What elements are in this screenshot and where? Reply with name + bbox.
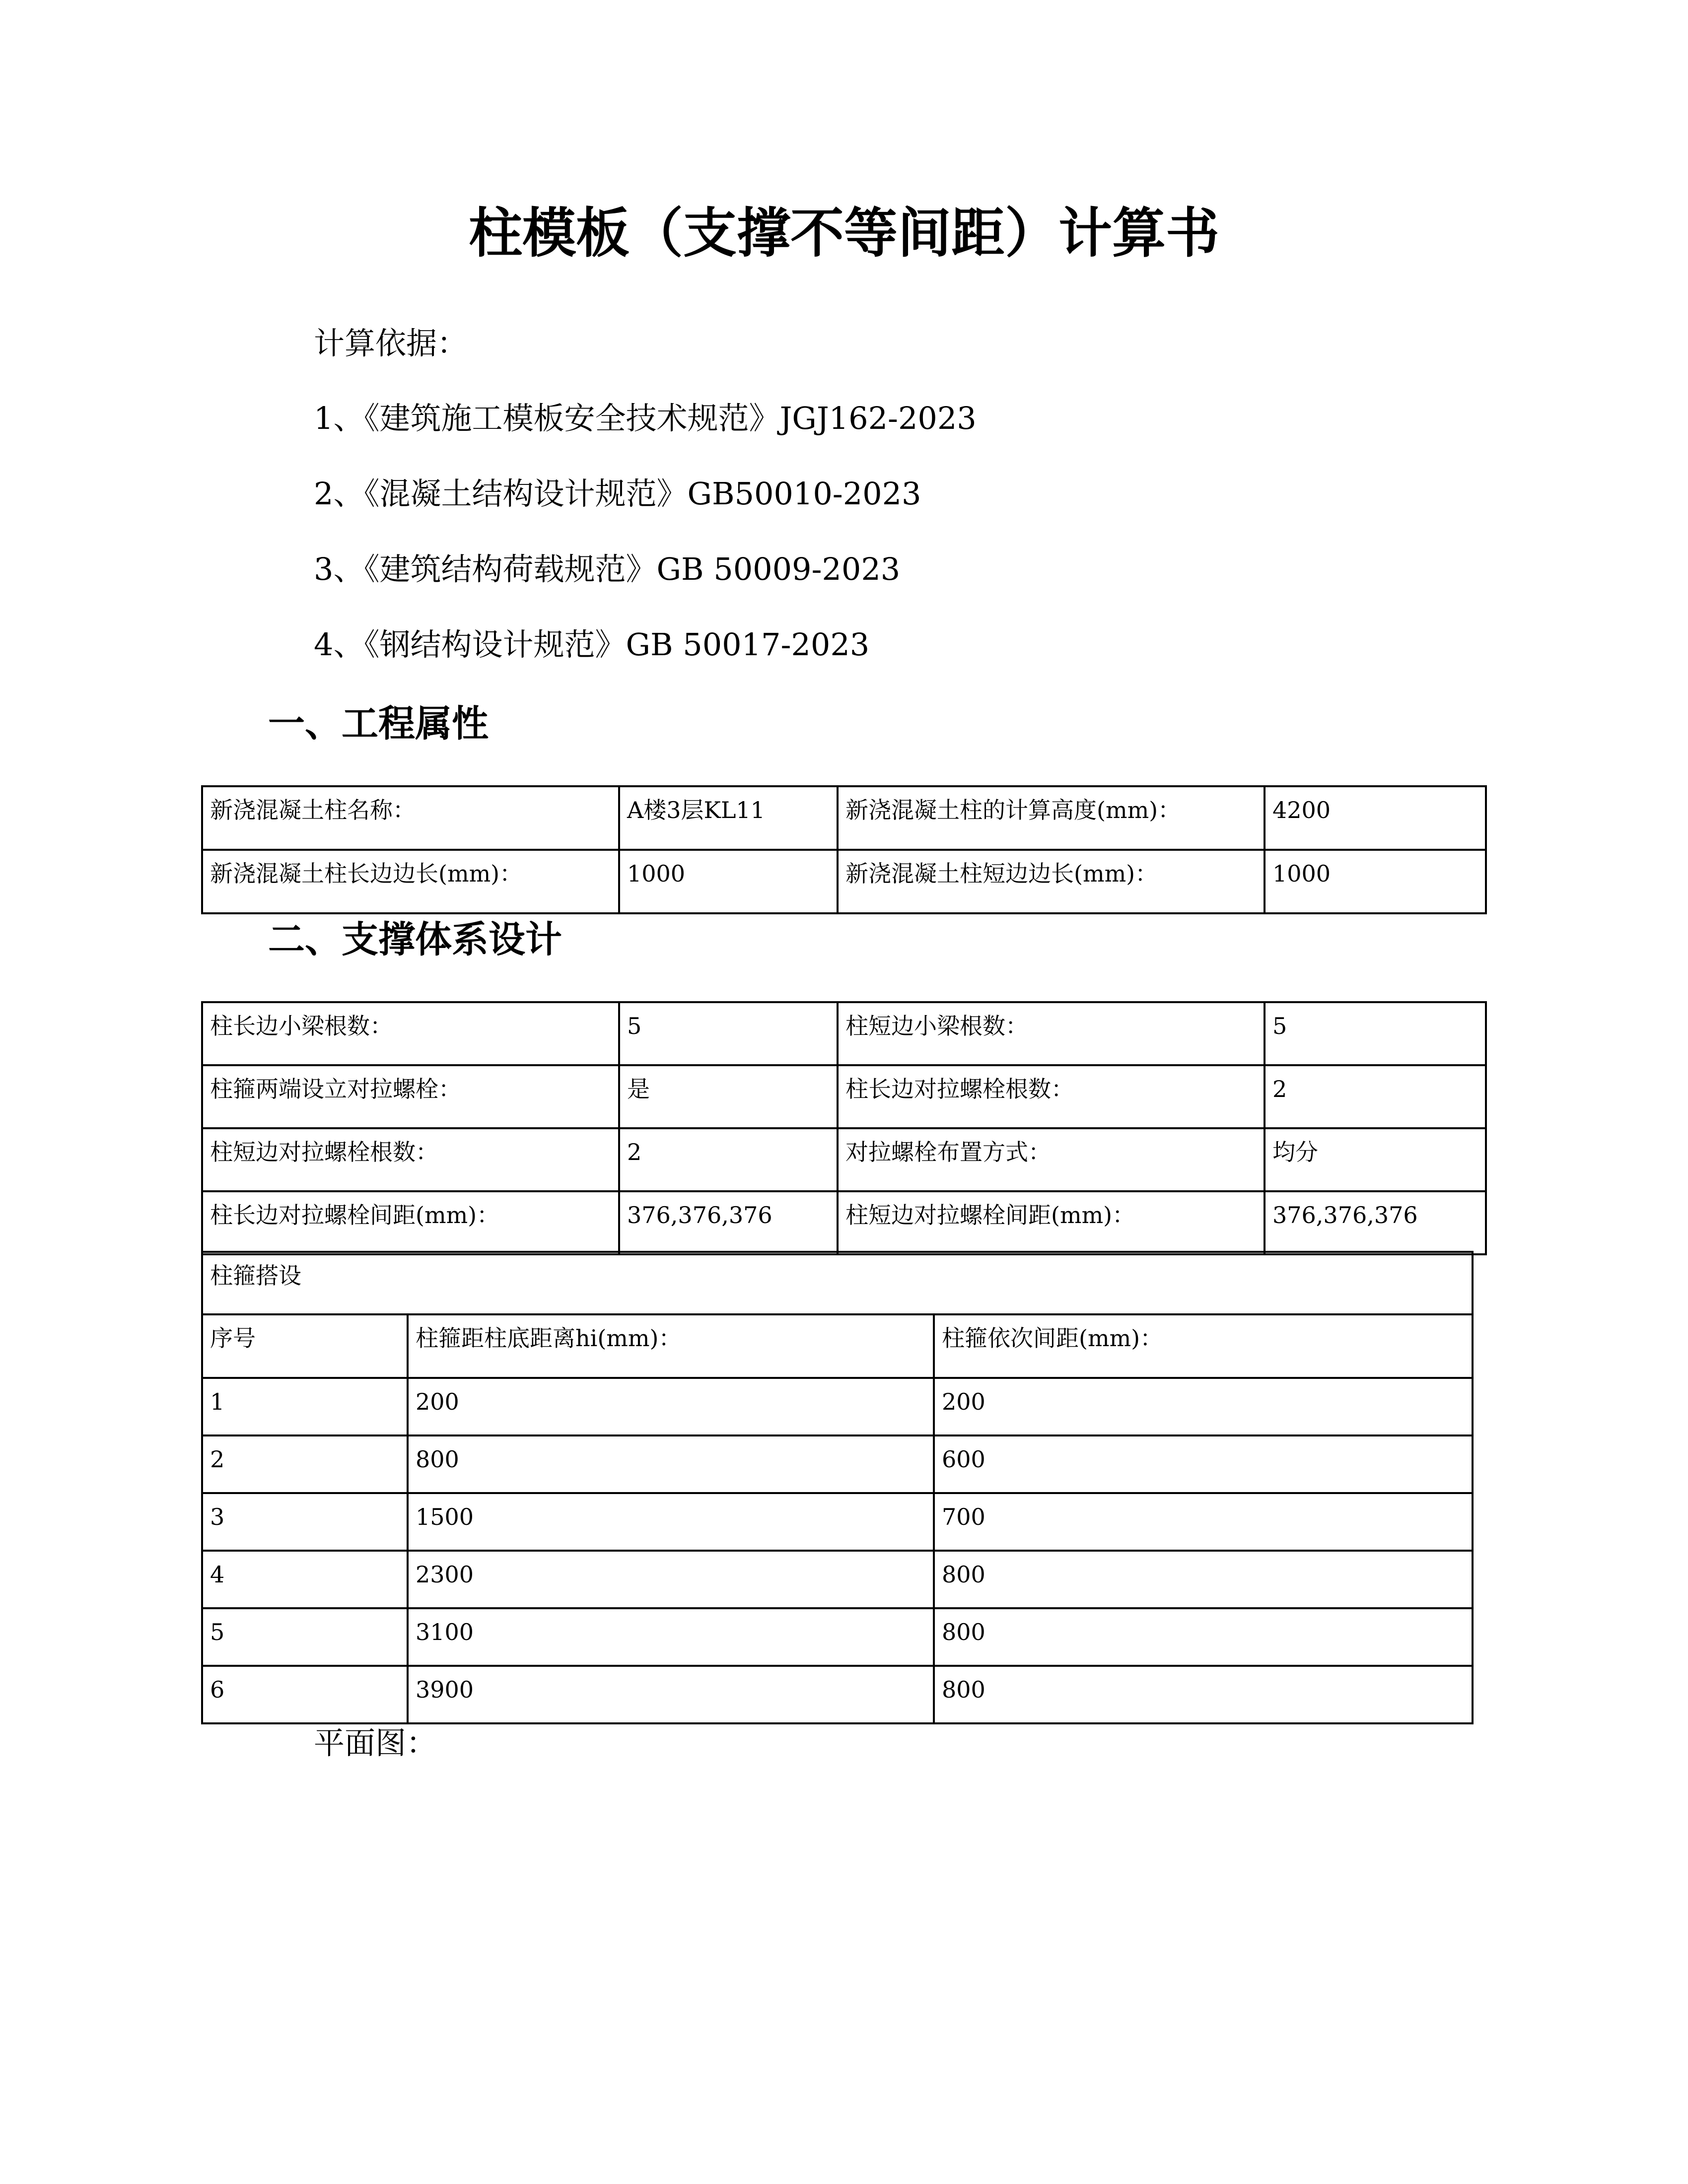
basis-item: 3、《建筑结构荷载规范》GB 50009-2023 xyxy=(314,551,901,587)
property-label: 柱短边对拉螺栓间距(mm)： xyxy=(838,1191,1265,1254)
table-cell: 700 xyxy=(934,1493,1473,1551)
column-header: 序号 xyxy=(202,1314,408,1378)
property-value: 4200 xyxy=(1265,786,1486,850)
table-row xyxy=(202,1065,1486,1128)
section-heading-support-system: 二、支撑体系设计 xyxy=(268,918,562,961)
property-label: 新浇混凝土柱名称： xyxy=(202,786,619,850)
document-title: 柱模板（支撑不等间距）计算书 xyxy=(468,202,1219,265)
table-cell: 6 xyxy=(202,1666,408,1723)
table-cell: 600 xyxy=(934,1435,1473,1493)
hoop-arrangement-table xyxy=(201,1251,1474,1724)
table-cell: 800 xyxy=(408,1435,934,1493)
basis-item: 1、《建筑施工模板安全技术规范》JGJ162-2023 xyxy=(314,400,977,436)
section-heading-project-properties: 一、工程属性 xyxy=(268,702,489,745)
table-caption-row xyxy=(202,1252,1473,1314)
property-label: 新浇混凝土柱短边边长(mm)： xyxy=(838,850,1265,913)
property-label: 柱长边对拉螺栓根数： xyxy=(838,1065,1265,1128)
property-value: 2 xyxy=(1265,1065,1486,1128)
table-cell: 5 xyxy=(202,1608,408,1666)
property-value: A楼3层KL11 xyxy=(619,786,838,850)
table-cell: 3100 xyxy=(408,1608,934,1666)
basis-item: 2、《混凝土结构设计规范》GB50010-2023 xyxy=(314,476,921,512)
table-row xyxy=(202,1551,1473,1608)
table-row xyxy=(202,1435,1473,1493)
property-value: 5 xyxy=(619,1002,838,1065)
column-header: 柱箍距柱底距离hi(mm)： xyxy=(408,1314,934,1378)
table-cell: 1 xyxy=(202,1378,408,1435)
basis-heading: 计算依据： xyxy=(314,325,468,361)
property-value: 1000 xyxy=(1265,850,1486,913)
property-label: 柱箍两端设立对拉螺栓： xyxy=(202,1065,619,1128)
table-row xyxy=(202,1666,1473,1723)
plan-view-label: 平面图： xyxy=(314,1725,437,1761)
table-cell: 800 xyxy=(934,1608,1473,1666)
table-cell: 800 xyxy=(934,1666,1473,1723)
basis-item: 4、《钢结构设计规范》GB 50017-2023 xyxy=(314,626,870,663)
table-cell: 2 xyxy=(202,1435,408,1493)
property-value: 376,376,376 xyxy=(619,1191,838,1254)
table-cell: 2300 xyxy=(408,1551,934,1608)
table-cell: 4 xyxy=(202,1551,408,1608)
property-label: 柱长边对拉螺栓间距(mm)： xyxy=(202,1191,619,1254)
table-row xyxy=(202,1493,1473,1551)
property-label: 柱短边对拉螺栓根数： xyxy=(202,1128,619,1191)
property-label: 对拉螺栓布置方式： xyxy=(838,1128,1265,1191)
column-header: 柱箍依次间距(mm)： xyxy=(934,1314,1473,1378)
table-row xyxy=(202,1002,1486,1065)
table-header-row xyxy=(202,1314,1473,1378)
property-value: 5 xyxy=(1265,1002,1486,1065)
table-row xyxy=(202,786,1486,850)
table-row xyxy=(202,850,1486,913)
property-value: 均分 xyxy=(1265,1128,1486,1191)
table-row xyxy=(202,1378,1473,1435)
table-caption: 柱箍搭设 xyxy=(202,1252,1473,1314)
property-label: 新浇混凝土柱的计算高度(mm)： xyxy=(838,786,1265,850)
project-properties-table xyxy=(201,785,1487,914)
support-system-table xyxy=(201,1001,1487,1255)
property-label: 柱短边小梁根数： xyxy=(838,1002,1265,1065)
table-row xyxy=(202,1191,1486,1254)
property-label: 新浇混凝土柱长边边长(mm)： xyxy=(202,850,619,913)
property-value: 2 xyxy=(619,1128,838,1191)
table-cell: 1500 xyxy=(408,1493,934,1551)
property-value: 376,376,376 xyxy=(1265,1191,1486,1254)
table-cell: 800 xyxy=(934,1551,1473,1608)
property-value: 1000 xyxy=(619,850,838,913)
table-cell: 3 xyxy=(202,1493,408,1551)
table-row xyxy=(202,1608,1473,1666)
table-cell: 3900 xyxy=(408,1666,934,1723)
property-value: 是 xyxy=(619,1065,838,1128)
table-cell: 200 xyxy=(934,1378,1473,1435)
table-cell: 200 xyxy=(408,1378,934,1435)
property-label: 柱长边小梁根数： xyxy=(202,1002,619,1065)
table-row xyxy=(202,1128,1486,1191)
